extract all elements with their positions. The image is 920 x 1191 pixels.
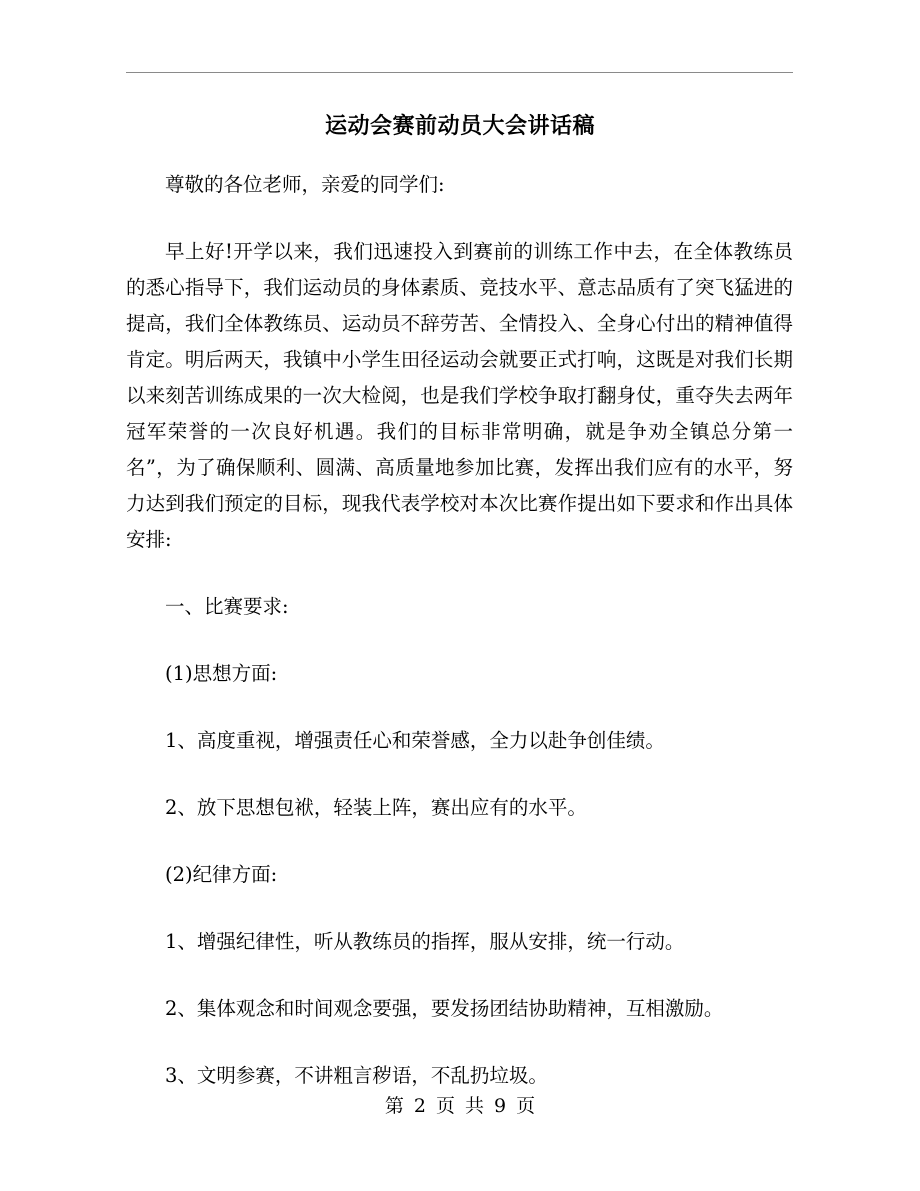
header-rule xyxy=(126,72,793,73)
subsection-heading-discipline: (2)纪律方面: xyxy=(165,863,278,886)
opening-paragraph: 早上好!开学以来，我们迅速投入到赛前的训练工作中去，在全体教练员的悉心指导下，我们运动员的身体素质、竞技水平、意志品质有了突飞猛进的提高，我们全体教练员、运动员不辞劳苦、全情投入、全身心付出的精神值得肯定。明后两天，我镇中小学生田径运动会就要正式打响，这既是对我们长期以来刻苦训练成果的一次大检阅，也是我们学校争取打翻身仗，重夺失去两年冠军荣誉的一次良好机遇。我们的目标非常明确，就是争劝全镇总分第一名”，为了确保顺利、圆满、高质量地参加比赛，发挥出我们应有的水平，努力达到我们预定的目标，现我代表学校对本次比赛作提出如下要求和作出具体安排: xyxy=(126,240,793,551)
list-item: 2、集体观念和时间观念要强，要发扬团结协助精神，互相激励。 xyxy=(165,997,724,1020)
page-number-footer: 第 2 页 共 9 页 xyxy=(384,1095,536,1117)
list-item: 2、放下思想包袱，轻装上阵，赛出应有的水平。 xyxy=(165,796,587,819)
subsection-heading-ideology: (1)思想方面: xyxy=(165,662,278,685)
section-heading-requirements: 一、比赛要求: xyxy=(165,595,289,618)
list-item: 3、文明参赛，不讲粗言秽语，不乱扔垃圾。 xyxy=(165,1064,548,1087)
document-title: 运动会赛前动员大会讲话稿 xyxy=(324,113,595,139)
document-body xyxy=(126,167,793,1125)
salutation-paragraph: 尊敬的各位老师，亲爱的同学们: xyxy=(165,173,445,196)
list-item: 1、增强纪律性，听从教练员的指挥，服从安排，统一行动。 xyxy=(165,930,685,953)
list-item: 1、高度重视，增强责任心和荣誉感，全力以赴争创佳绩。 xyxy=(165,729,665,752)
